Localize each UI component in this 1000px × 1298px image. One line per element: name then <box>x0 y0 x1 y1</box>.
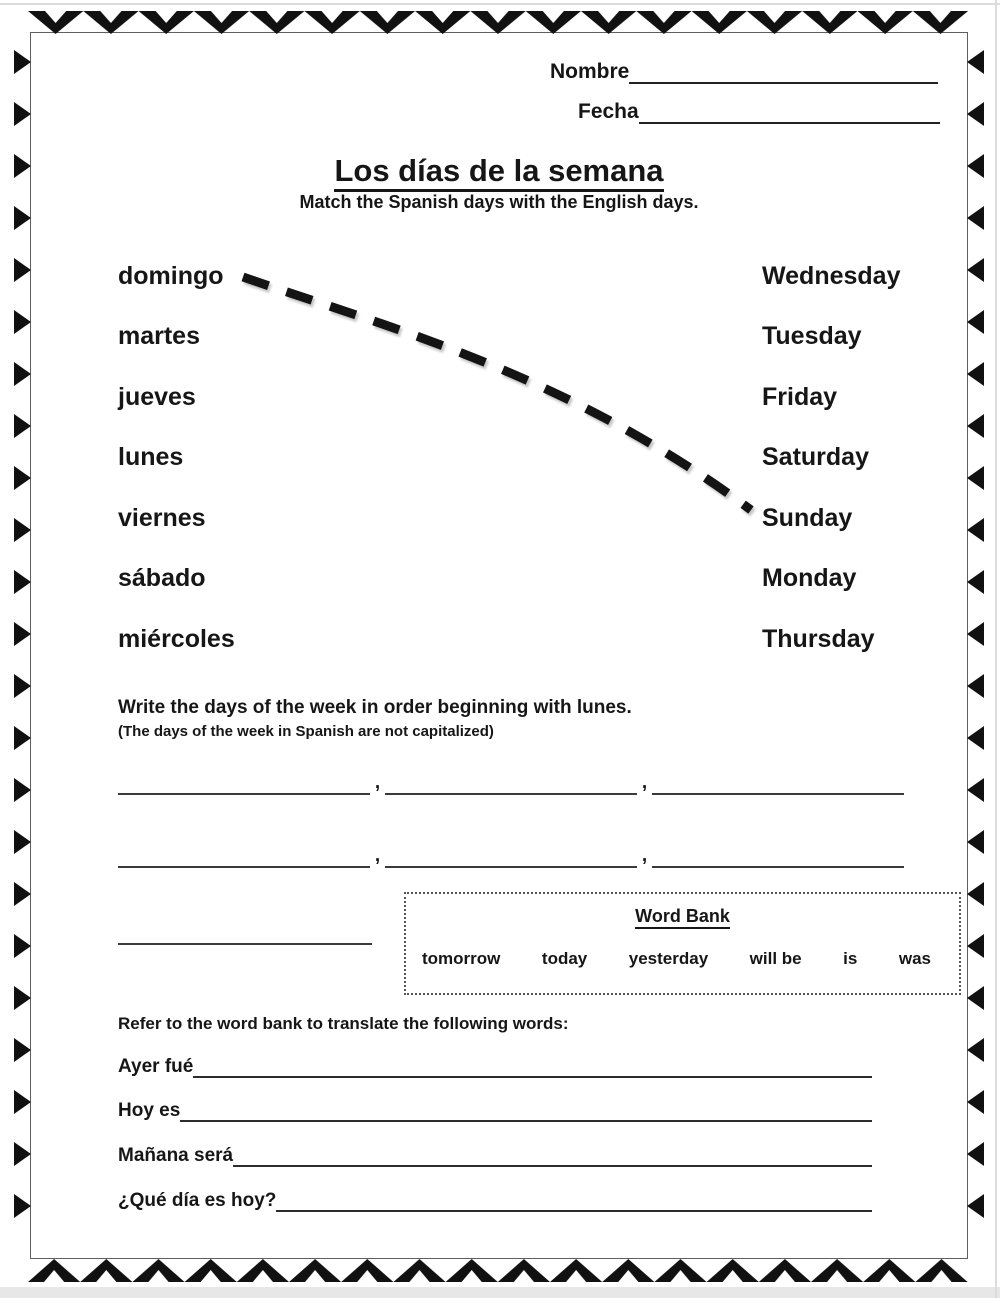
translate-prompt: Hoy es <box>118 1100 181 1121</box>
order-blank-row-1 <box>118 769 904 795</box>
spanish-day-viernes[interactable]: viernes <box>118 503 206 532</box>
date-input-line[interactable] <box>639 100 940 124</box>
order-blank-6[interactable] <box>652 842 904 868</box>
order-instruction: Write the days of the week in order beginning with lunes. <box>118 697 632 718</box>
translate-row-manana-sera <box>118 1145 872 1167</box>
order-blank-1[interactable] <box>118 769 370 795</box>
translate-prompt: ¿Qué día es hoy? <box>118 1190 277 1211</box>
english-day-wednesday[interactable]: Wednesday <box>762 261 901 290</box>
spanish-day-sabado[interactable]: sábado <box>118 564 206 593</box>
spanish-day-jueves[interactable]: jueves <box>118 382 196 411</box>
english-days-column <box>762 246 900 670</box>
translate-answer-line-4[interactable] <box>276 1190 872 1212</box>
translate-answer-line-3[interactable] <box>233 1145 872 1167</box>
page-edge-right <box>995 0 997 1298</box>
name-input-line[interactable] <box>629 60 938 84</box>
chevron-border-bottom-icon <box>28 1259 968 1282</box>
english-day-sunday[interactable]: Sunday <box>762 503 853 532</box>
word-bank-word-is: is <box>843 949 858 968</box>
word-bank-word-yesterday: yesterday <box>628 949 709 968</box>
name-field-row <box>550 60 938 84</box>
comma-separator: , <box>374 772 381 793</box>
word-bank-word-was: was <box>898 949 931 968</box>
translate-row-que-dia-es-hoy <box>118 1190 872 1212</box>
word-bank-box <box>404 892 961 995</box>
order-blank-3[interactable] <box>652 769 904 795</box>
word-bank-words <box>406 949 959 969</box>
translate-answer-line-2[interactable] <box>180 1100 872 1122</box>
name-label: Nombre <box>550 60 630 83</box>
order-blank-7[interactable] <box>118 919 372 945</box>
comma-separator: , <box>374 845 381 866</box>
date-label: Fecha <box>578 100 639 123</box>
spanish-day-miercoles[interactable]: miércoles <box>118 624 235 653</box>
spanish-day-lunes[interactable]: lunes <box>118 443 184 472</box>
comma-separator: , <box>641 772 648 793</box>
english-day-thursday[interactable]: Thursday <box>762 624 875 653</box>
translate-row-ayer-fue <box>118 1056 872 1078</box>
translate-prompt: Mañana será <box>118 1145 234 1166</box>
order-blank-5[interactable] <box>385 842 637 868</box>
word-bank-word-today: today <box>541 949 588 968</box>
order-blank-2[interactable] <box>385 769 637 795</box>
order-blank-row-2 <box>118 842 904 868</box>
english-day-friday[interactable]: Friday <box>762 382 838 411</box>
word-bank-word-will-be: will be <box>749 949 802 968</box>
spanish-days-column <box>118 246 235 670</box>
page-edge-bottom <box>0 1287 1000 1298</box>
comma-separator: , <box>641 845 648 866</box>
spanish-day-martes[interactable]: martes <box>118 322 200 351</box>
page-title: Los días de la semana <box>30 153 968 189</box>
english-day-saturday[interactable]: Saturday <box>762 443 869 472</box>
english-day-tuesday[interactable]: Tuesday <box>762 322 862 351</box>
word-bank-title: Word Bank <box>406 906 959 927</box>
order-note: (The days of the week in Spanish are not capitalized) <box>118 723 494 740</box>
translate-instruction: Refer to the word bank to translate the following words: <box>118 1014 569 1033</box>
chevron-border-top-icon <box>28 11 968 34</box>
order-blank-4[interactable] <box>118 842 370 868</box>
page-edge-top <box>0 3 1000 5</box>
english-day-monday[interactable]: Monday <box>762 564 857 593</box>
date-field-row <box>578 100 940 124</box>
triangle-border-right-icon <box>967 36 984 1232</box>
spanish-day-domingo[interactable]: domingo <box>118 261 224 290</box>
translate-answer-line-1[interactable] <box>193 1056 872 1078</box>
page-subtitle: Match the Spanish days with the English days. <box>299 192 699 212</box>
word-bank-word-tomorrow: tomorrow <box>422 949 501 968</box>
triangle-border-left-icon <box>14 36 31 1232</box>
translate-row-hoy-es <box>118 1100 872 1122</box>
translate-prompt: Ayer fué <box>118 1056 194 1077</box>
